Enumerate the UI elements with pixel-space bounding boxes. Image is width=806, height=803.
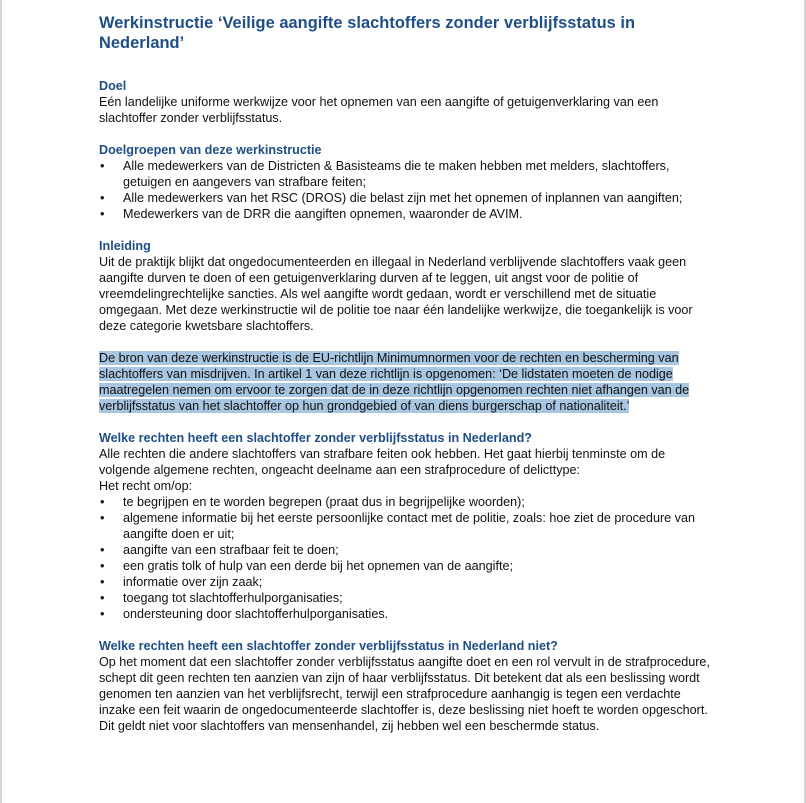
text-selection-highlight[interactable]: De bron van deze werkinstructie is de EU-richtlijn Minimumnormen voor de rechten en bescherming van slachtoffers van misdrijven. In artikel 1 van deze richtlijn is opgenomen: ‘De lidstaten moeten de nodige maatregelen nemen om ervoor te zorgen dat de in deze richtlijn opgenomen rechten niet afhangen van de verblijfsstatus van het slachtoffer op hun grondgebied of van diens burgerschap of nationaliteit.’ — [99, 351, 690, 413]
doel-paragraph: Eén landelijke uniforme werkwijze voor het opnemen van een aangifte of getuigenverklaring van een slachtoffer zonder verblijfsstatus. — [99, 95, 659, 125]
section-heading-doelgroepen: Doelgroepen van deze werkinstructie — [99, 143, 322, 157]
list-item: • toegang tot slachtofferhulporganisaties; — [99, 590, 711, 606]
rechten-lead: Het recht om/op: — [99, 479, 193, 493]
rechten-paragraph: Alle rechten die andere slachtoffers van strafbare feiten ook hebben. Het gaat hierbij tenminste om de volgende algemene rechten, ongeacht deelname aan een strafprocedure of delicttype: — [99, 447, 666, 477]
list-item: • Medewerkers van de DRR die aangiften opnemen, waaronder de AVIM. — [99, 206, 711, 222]
section-heading-inleiding: Inleiding — [99, 239, 151, 253]
list-item: • Alle medewerkers van de Districten & Basisteams die te maken hebben met melders, slachtoffers, getuigen en aangevers van strafbare feiten; — [99, 158, 711, 190]
niet-paragraph: Op het moment dat een slachtoffer zonder verblijfsstatus aangifte doet en een rol vervult in de strafprocedure, schept dit geen rechten ten aanzien van zijn of haar verblijfsstatus. Dit betekent dat als een beslissing wordt genomen ten aanzien van het verblijfsrecht, terwijl een strafprocedure aanhangig is tegen een verdachte inzake een feit waarin de ongedocumenteerde slachtoffer is, deze beslissing niet hoeft te worden opgeschort. Dit geldt niet voor slachtoffers van mensenhandel, zij hebben wel een beschermde status. — [99, 655, 710, 733]
section-heading-rechten: Welke rechten heeft een slachtoffer zonder verblijfsstatus in Nederland? — [99, 431, 532, 445]
doelgroepen-list — [99, 158, 711, 222]
list-item: • algemene informatie bij het eerste persoonlijke contact met de politie, zoals: hoe ziet de procedure van aangifte doen er uit; — [99, 510, 711, 542]
list-item: • aangifte van een strafbaar feit te doen; — [99, 542, 711, 558]
highlighted-paragraph[interactable] — [99, 350, 711, 414]
section-heading-niet: Welke rechten heeft een slachtoffer zonder verblijfsstatus in Nederland niet? — [99, 639, 558, 653]
rechten-list — [99, 494, 711, 622]
document-page — [99, 13, 711, 734]
list-item: • ondersteuning door slachtofferhulporganisaties. — [99, 606, 711, 622]
list-item: • Alle medewerkers van het RSC (DROS) die belast zijn met het opnemen of inplannen van aangiften; — [99, 190, 711, 206]
section-heading-doel: Doel — [99, 79, 127, 93]
page-left-edge — [0, 0, 2, 803]
document-title: Werkinstructie ‘Veilige aangifte slachtoffers zonder verblijfsstatus in Nederland’ — [99, 14, 636, 52]
list-item: • te begrijpen en te worden begrepen (praat dus in begrijpelijke woorden); — [99, 494, 711, 510]
inleiding-paragraph: Uit de praktijk blijkt dat ongedocumenteerden en illegaal in Nederland verblijvende slachtoffers vaak geen aangifte durven te doen of een getuigenverklaring durven af te leggen, uit angst voor de politie of vreemdelingrechtelijke sancties. Als wel aangifte wordt gedaan, wordt er verschillend met de situatie omgegaan. Met deze werkinstructie wil de politie toe naar één landelijke werkwijze, die toegankelijk is voor deze categorie kwetsbare slachtoffers. — [99, 255, 693, 333]
list-item: • informatie over zijn zaak; — [99, 574, 711, 590]
list-item: • een gratis tolk of hulp van een derde bij het opnemen van de aangifte; — [99, 558, 711, 574]
